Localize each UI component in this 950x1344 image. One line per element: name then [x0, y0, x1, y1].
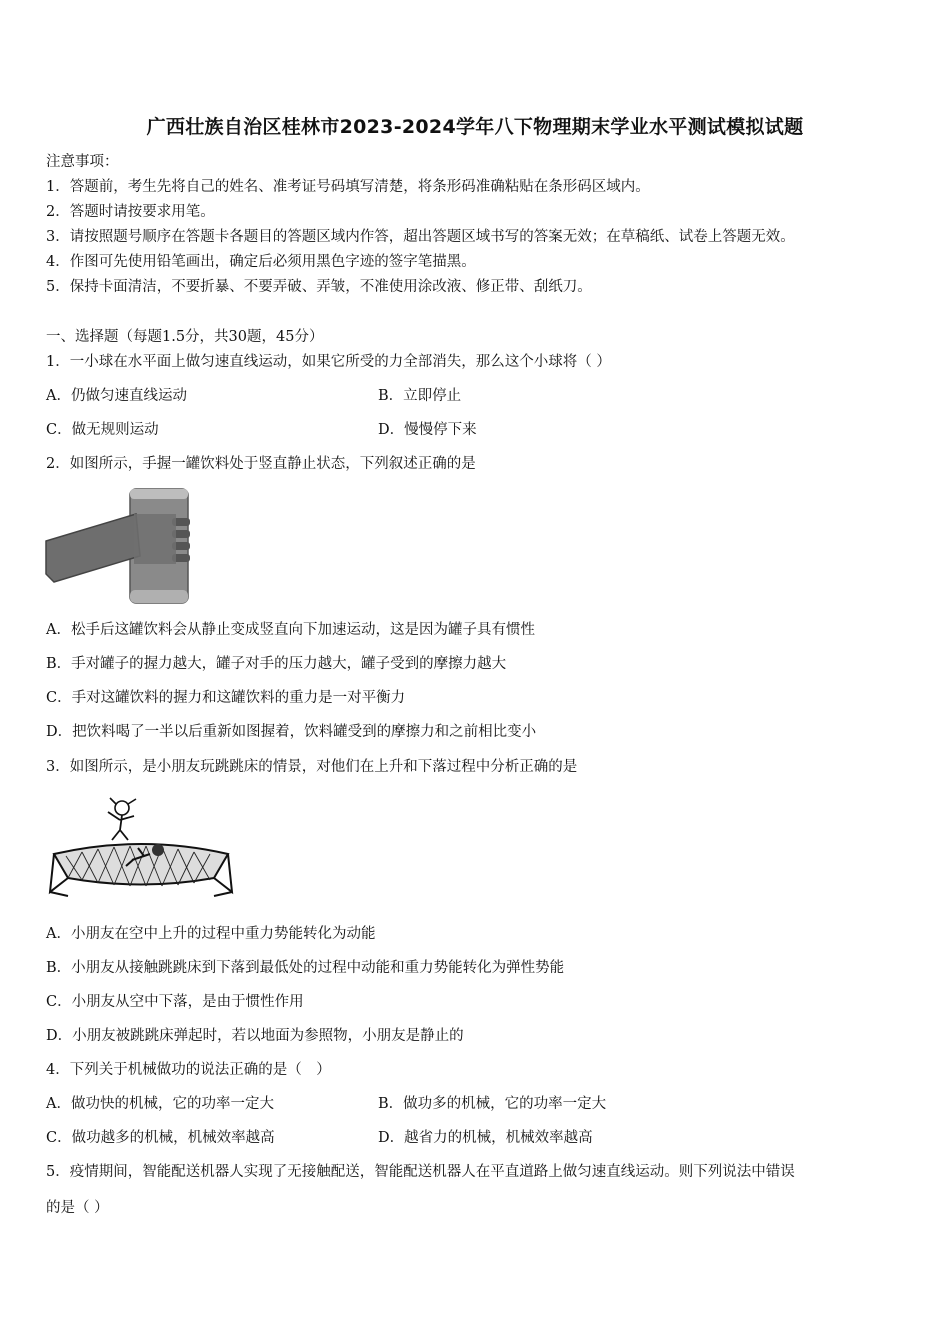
notice-item: 1．答题前，考生先将自己的姓名、准考证号码填写清楚，将条形码准确粘贴在条形码区域内。 — [46, 179, 650, 195]
question-2-stem: 2．如图所示，手握一罐饮料处于竖直静止状态，下列叙述正确的是 — [46, 456, 476, 472]
question-5-stem-continued: 的是（ ） — [46, 1200, 109, 1216]
question-4-option-c: C．做功越多的机械，机械效率越高 — [46, 1130, 275, 1146]
question-1-option-c: C．做无规则运动 — [46, 422, 159, 438]
hand-holding-can-figure — [44, 486, 194, 608]
question-2-option-d: D．把饮料喝了一半以后重新如图握着，饮料罐受到的摩擦力和之前相比变小 — [46, 724, 537, 740]
question-2-option-a: A．松手后这罐饮料会从静止变成竖直向下加速运动，这是因为罐子具有惯性 — [46, 622, 535, 638]
question-4-option-a: A．做功快的机械，它的功率一定大 — [46, 1096, 274, 1112]
question-1-stem: 1．一小球在水平面上做匀速直线运动，如果它所受的力全部消失，那么这个小球将（ ） — [46, 354, 611, 370]
section-heading: 一、选择题（每题1.5分，共30题，45分） — [46, 329, 324, 345]
question-2-option-c: C．手对这罐饮料的握力和这罐饮料的重力是一对平衡力 — [46, 690, 406, 706]
question-3-option-a: A．小朋友在空中上升的过程中重力势能转化为动能 — [46, 926, 376, 942]
question-1-option-b: B．立即停止 — [378, 388, 462, 404]
page-title: 广西壮族自治区桂林市2023-2024学年八下物理期末学业水平测试模拟试题 — [146, 116, 804, 138]
question-4-option-b: B．做功多的机械，它的功率一定大 — [378, 1096, 607, 1112]
notice-item: 5．保持卡面清洁，不要折暴、不要弄破、弄皱，不准使用涂改液、修正带、刮纸刀。 — [46, 279, 592, 295]
question-4-stem: 4．下列关于机械做功的说法正确的是（ ） — [46, 1062, 331, 1078]
question-1-option-d: D．慢慢停下来 — [378, 422, 477, 438]
notice-item: 2．答题时请按要求用笔。 — [46, 204, 215, 220]
notice-item: 4．作图可先使用铅笔画出，确定后必须用黑色字迹的签字笔描黑。 — [46, 254, 476, 270]
question-3-option-c: C．小朋友从空中下落，是由于惯性作用 — [46, 994, 304, 1010]
notice-item: 3．请按照题号顺序在答题卡各题目的答题区域内作答，超出答题区域书写的答案无效；在草稿纸、试卷上答题无效。 — [46, 229, 795, 245]
question-4-option-d: D．越省力的机械，机械效率越高 — [378, 1130, 593, 1146]
notice-heading: 注意事项： — [46, 154, 119, 170]
trampoline-figure — [46, 796, 236, 906]
question-3-option-d: D．小朋友被跳跳床弹起时，若以地面为参照物，小朋友是静止的 — [46, 1028, 464, 1044]
question-3-option-b: B．小朋友从接触跳跳床到下落到最低处的过程中动能和重力势能转化为弹性势能 — [46, 960, 565, 976]
question-1-option-a: A．仍做匀速直线运动 — [46, 388, 187, 404]
question-3-stem: 3．如图所示，是小朋友玩跳跳床的情景，对他们在上升和下落过程中分析正确的是 — [46, 759, 578, 775]
question-2-option-b: B．手对罐子的握力越大，罐子对手的压力越大，罐子受到的摩擦力越大 — [46, 656, 507, 672]
question-5-stem: 5．疫情期间，智能配送机器人实现了无接触配送，智能配送机器人在平直道路上做匀速直线运动。则下列说法中错误 — [46, 1164, 795, 1180]
